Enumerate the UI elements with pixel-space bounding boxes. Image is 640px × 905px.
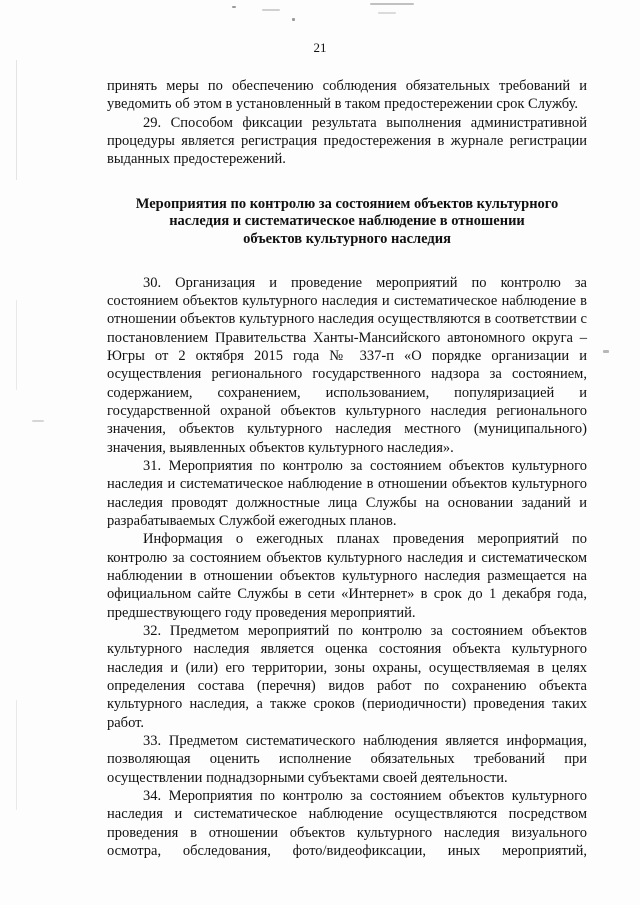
paragraph-31: 31. Мероприятия по контролю за состоянием объектов культурного наследия и систематическое наблюдение в отношении объектов культурного наследия проводят должностные лица Службы на основании заданий и разрабатываемых Службой ежегодных планов. bbox=[107, 457, 587, 529]
page-number: 21 bbox=[313, 40, 327, 55]
scan-mark-left bbox=[16, 700, 17, 810]
paragraph-32: 32. Предметом мероприятий по контролю за состоянием объектов культурного наследия является оценка состояния объекта культурного наследия и (или) его территории, зоны охраны, осуществляемая в целях определения состава (перечня) видов работ по сохранению объекта культурного наследия, а также сроков (периодичности) проведения таких работ. bbox=[107, 623, 587, 731]
scan-mark-top bbox=[378, 12, 396, 14]
scan-mark-left bbox=[32, 420, 44, 422]
section-heading bbox=[107, 196, 587, 249]
document-body bbox=[107, 77, 587, 861]
paragraph-33: 33. Предметом систематического наблюдения является информация, позволяющая оценить исполнение обязательных требований при осуществлении поднадзорными субъектами своей деятельности. bbox=[107, 733, 587, 786]
heading-line-2: наследия и систематическое наблюдение в отношении bbox=[169, 213, 525, 230]
paragraph-intro: принять меры по обеспечению соблюдения обязательных требований и уведомить об этом в установленный в таком предостережении срок Службу. bbox=[107, 78, 587, 113]
scan-mark-right bbox=[603, 350, 609, 353]
paragraph-29: 29. Способом фиксации результата выполнения административной процедуры является регистрация предостережения в журнале регистрации выданных предостережений. bbox=[107, 114, 587, 168]
scan-mark-top bbox=[262, 9, 280, 11]
scan-mark-top bbox=[232, 6, 236, 8]
heading-line-3: объектов культурного наследия bbox=[243, 230, 451, 247]
paragraph-info: Информация о ежегодных планах проведения мероприятий по контролю за состоянием объектов культурного наследия и систематическом наблюдении в отношении объектов культурного наследия размещается на официальном сайте Службы в сети «Интернет» в срок до 1 декабря года, предшествующего году проведения мероприятий. bbox=[107, 531, 587, 621]
scan-mark-left bbox=[16, 60, 17, 180]
scan-mark-left bbox=[16, 300, 17, 390]
heading-line-1: Мероприятия по контролю за состоянием объектов культурного bbox=[135, 195, 559, 212]
scan-mark-top bbox=[370, 3, 414, 5]
paragraph-30: 30. Организация и проведение мероприятий по контролю за состоянием объектов культурного наследия и систематическое наблюдение в отношении объектов культурного наследия осуществляются в соответствии с постановлением Правительства Ханты-Мансийского автономного округа – Югры от 2 октября 2015 года № 337-п «О порядке организации и осуществления регионального государственного надзора за состоянием, содержанием, сохранением, использованием, популяризацией и государственной охраной объектов культурного наследия регионального значения, объектов культурного наследия местного (муниципального) значения, выявленных объектов культурного наследия». bbox=[107, 274, 587, 456]
paragraph-34: 34. Мероприятия по контролю за состоянием объектов культурного наследия и систематическое наблюдение осуществляются посредством проведения в отношении объектов культурного наследия визуального осмотра, обследования, фото/видеофиксации, иных мероприятий, bbox=[107, 788, 587, 860]
scan-mark-top bbox=[292, 18, 295, 21]
